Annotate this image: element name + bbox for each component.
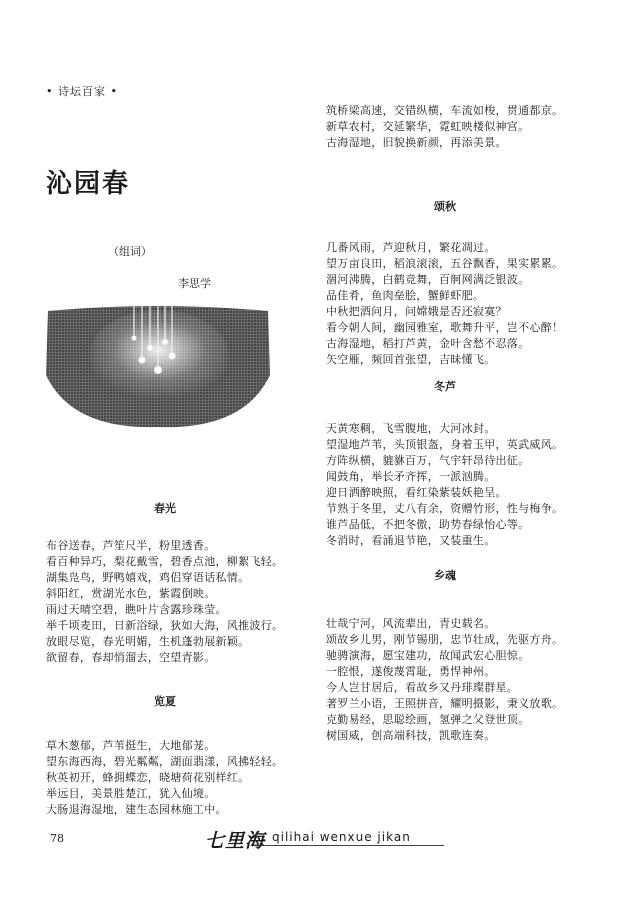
poem-line: 斜阳红，赏湖光水色，紫霞倒映。 bbox=[46, 587, 216, 600]
poem-line: 新草农村，交延繁华，霓虹映楼似神宫。 bbox=[326, 120, 530, 133]
poem-line: 驰骋演海，愿宝建功，故闻武宏心胆惊。 bbox=[326, 649, 530, 662]
poem-line: 欲留春，春却悄溜去，空望青影。 bbox=[46, 651, 216, 664]
illustration-image bbox=[44, 305, 272, 430]
poem-line: 天黄寒稠，飞雪腹地，大河冰封。 bbox=[326, 422, 496, 435]
poem-line: 举千顷麦田，日新浴绿，狄如大海，风推波行。 bbox=[46, 619, 284, 632]
poem-line: 涸河沸腾，白鹤竞舞，百舸网满泛银波。 bbox=[326, 273, 530, 286]
poem-line: 迎日洒醉映照，看红染紫装妖艳呈。 bbox=[326, 486, 507, 499]
poem-line: 看百种异巧，梨花戴雪，碧香点池，柳絮飞轻。 bbox=[46, 555, 284, 568]
poem-line: 谁芦品低，不把冬傲，助势春绿怡心等。 bbox=[326, 518, 530, 531]
poem-title-chunguang: 春光 bbox=[154, 502, 176, 515]
poem-title-songqiu: 颂秋 bbox=[434, 200, 456, 213]
poem-line: 湖集凫鸟，野鸭嬉戏，鸡侣穿语话私情。 bbox=[46, 571, 250, 584]
poem-line: 树国威，创高端科技，凯歌连奏。 bbox=[326, 729, 496, 742]
poem-line: 矢空雁，频回首张望，吉昧懂飞。 bbox=[326, 353, 496, 366]
poem-line: 布谷送春，芦笙尺半，粉里透香。 bbox=[46, 539, 216, 552]
poem-xianghun bbox=[326, 616, 563, 744]
poem-line: 雨过天晴空碧，瞧叶片含露珍珠莹。 bbox=[46, 603, 227, 616]
poem-line: 举远目，美景胜楚江，犹入仙境。 bbox=[46, 787, 216, 800]
poem-line: 草木葱郁，芦苇挺生，大地郁茏。 bbox=[46, 739, 216, 752]
poem-lanxia bbox=[46, 738, 283, 818]
poem-title-dongxiu: 冬芦 bbox=[434, 380, 456, 393]
poem-line: 品佳肴，鱼肉垒脍，蟹鲜虾肥。 bbox=[326, 289, 485, 302]
poem-title-lanxia: 览夏 bbox=[154, 695, 176, 708]
poem-line: 节熟于冬里，丈八有余，资赠竹形，性与梅争。 bbox=[326, 502, 564, 515]
poem-line: 克勤易经，思聪绘画，氢弹之父登世顶。 bbox=[326, 713, 530, 726]
magazine-logo: 七里海 bbox=[205, 830, 266, 852]
poem-chunguang bbox=[46, 538, 283, 666]
poem-line: 筑桥梁高速，交错纵横，车流如梭，贯通都京。 bbox=[326, 104, 564, 117]
poem-line: 看今朝人间，幽园雅室，歌舞升平，岂不心醉！ bbox=[326, 321, 564, 334]
author: 李思学 bbox=[178, 277, 211, 290]
poem-line: 闻鼓角，举长矛齐挥，一派汹腾。 bbox=[326, 470, 496, 483]
poem-line: 古海湿地，旧貌换新颜，再添美景。 bbox=[326, 136, 507, 149]
page-number: 78 bbox=[50, 832, 64, 845]
poem-line: 今人岂甘居后，看故乡又丹琲璨群星。 bbox=[326, 681, 519, 694]
poem-songqiu bbox=[326, 240, 563, 368]
poem-lanxia-continued bbox=[326, 103, 563, 151]
poem-line: 放眼尽览，春光明媚，生机蓬勃展新颖。 bbox=[46, 635, 250, 648]
poem-line: 望湿地芦苇，头顶银盔，身着玉甲，英武威风。 bbox=[326, 438, 564, 451]
poem-line: 冬消时，看涌退节艳，又装重生。 bbox=[326, 534, 496, 547]
poem-title-xianghun: 乡魂 bbox=[434, 569, 456, 582]
poem-line: 中秋把酒问月，问嫦娥是否还寂寞？ bbox=[326, 305, 507, 318]
footer-divider bbox=[262, 845, 444, 846]
poem-line: 著罗兰小语，王照拼音，耀明摄影，秉义放歌。 bbox=[326, 697, 564, 710]
poem-line: 望万亩良田，稻浪滚滚，五谷飘香，果实累累。 bbox=[326, 257, 564, 270]
page-title: 沁园春 bbox=[46, 169, 131, 199]
column-label: • 诗坛百家 • bbox=[46, 85, 118, 98]
magazine-name-pinyin: qilihai wenxue jikan bbox=[272, 830, 411, 844]
poem-line: 秋英初开，蜂拥蝶恋，晓塘荷花别样红。 bbox=[46, 771, 250, 784]
poem-line: 古海湿地，稻打芦黄，金叶含愁不忍落。 bbox=[326, 337, 530, 350]
subtitle: （组词） bbox=[108, 245, 152, 258]
poem-line: 几番风雨，芦迎秋月，繁花凋过。 bbox=[326, 241, 496, 254]
poem-line: 方阵纵横，貔貅百万，气宇轩昂待出征。 bbox=[326, 454, 530, 467]
poem-line: 一腔恨，遂俊蔑霄耻，勇悍神州。 bbox=[326, 665, 496, 678]
poem-line: 壮哉宁河，风流辈出，青史载名。 bbox=[326, 617, 496, 630]
poem-line: 望东海西海，碧光粼粼，湖面翡漾，风拂轻轻。 bbox=[46, 755, 284, 768]
poem-line: 颂故乡儿男，刚节锡朋，忠节壮成，先驱方舟。 bbox=[326, 633, 564, 646]
poem-dongxiu bbox=[326, 421, 563, 549]
poem-line: 大肠退海湿地，建生态园林施工中。 bbox=[46, 803, 227, 816]
